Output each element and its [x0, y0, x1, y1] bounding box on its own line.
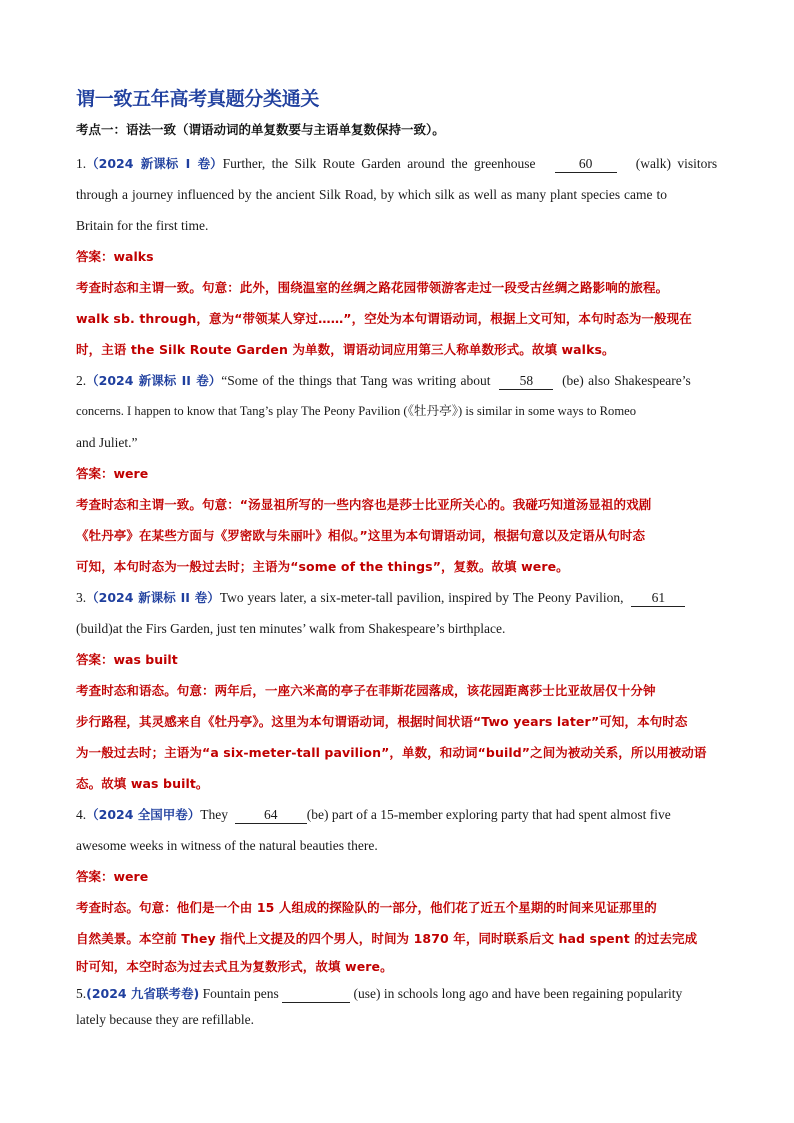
answer-label: 答案：were [76, 869, 149, 884]
question-text: They [200, 807, 229, 822]
question-text: “Some of the things that Tang was writing about [221, 373, 491, 388]
analysis-line: 考查时态和语态。句意：两年后，一座六米高的亭子在菲斯花园落成，该花园距离莎士比亚故居仅十分钟 [76, 683, 656, 698]
answer-blank: 61 [631, 590, 685, 607]
answer-blank: 64 [235, 807, 307, 824]
question-2-line-3: and Juliet.” [76, 435, 138, 450]
question-source: （2024 新课标 II 卷） [86, 590, 220, 605]
document-page [76, 86, 718, 1033]
section-heading: 考点一：语法一致（谓语动词的单复数要与主语单复数保持一致）。 [76, 122, 445, 137]
question-number: 5. [76, 986, 87, 1001]
analysis-line: 《牡丹亭》在某些方面与《罗密欧与朱丽叶》相似。”这里为本句谓语动词，根据句意以及定语从句时态 [76, 528, 646, 543]
answer-label: 答案：were [76, 466, 149, 481]
analysis-line: walk sb. through，意为“带领某人穿过……”，空处为本句谓语动词，根据上文可知，本句时态为一般现在 [76, 311, 692, 326]
question-1-line-3: Britain for the first time. [76, 218, 209, 233]
question-text: (use) in schools long ago and have been regaining popularity [353, 986, 683, 1001]
question-source: (2024 九省联考卷) [86, 986, 200, 1001]
question-5 [76, 980, 718, 1033]
answer-blank [282, 986, 350, 1003]
question-5-line-2: lately because they are refillable. [76, 1012, 255, 1027]
analysis-line: 可知，本句时态为一般过去时；主语为“some of the things”，复数。故填 were。 [76, 559, 569, 574]
question-text: (be) also Shakespeare’s [562, 373, 691, 388]
answer-blank: 58 [499, 373, 553, 390]
question-1-line-2: through a journey influenced by the ancient Silk Road, by which silk as well as many plant species came to [76, 187, 668, 202]
question-number: 3. [76, 590, 87, 605]
question-text: (walk) visitors [635, 156, 718, 171]
answer-blank: 60 [555, 156, 617, 173]
analysis-line: 为一般过去时；主语为“a six-meter-tall pavilion”，单数，和动词“build”之间为被动关系，所以用被动语 [76, 745, 707, 760]
question-4-line-1 [76, 799, 718, 830]
question-number: 1. [76, 156, 87, 171]
analysis-line: 态。故填 was built。 [76, 776, 209, 791]
question-text: Two years later, a six-meter-tall pavilion, inspired by The Peony Pavilion, [219, 590, 624, 605]
analysis-line: 自然美景。本空前 They 指代上文提及的四个男人，时间为 1870 年，同时联系后文 had spent 的过去完成 [76, 931, 698, 946]
answer-label: 答案：was built [76, 652, 178, 667]
question-source: （2024 全国甲卷） [86, 807, 201, 822]
question-text: (be) part of a 15-member exploring party that had spent almost five [306, 807, 671, 822]
question-5-line-1 [76, 980, 718, 1007]
question-3-line-2: (build)at the Firs Garden, just ten minutes’ walk from Shakespeare’s birthplace. [76, 621, 506, 636]
question-text: Fountain pens [202, 986, 279, 1001]
question-text: Further, the Silk Route Garden around the greenhouse [222, 156, 536, 171]
question-number: 4. [76, 807, 87, 822]
analysis-line: 考查时态。句意：他们是一个由 15 人组成的探险队的一部分，他们花了近五个星期的时间来见证那里的 [76, 900, 657, 915]
question-2 [76, 365, 718, 582]
analysis-line: 考查时态和主谓一致。句意：此外，围绕温室的丝绸之路花园带领游客走过一段受古丝绸之路影响的旅程。 [76, 280, 669, 295]
question-1-line-1 [76, 148, 718, 179]
analysis-line: 时，主语 the Silk Route Garden 为单数，谓语动词应用第三人称单数形式。故填 walks。 [76, 342, 615, 357]
question-2-line-2: concerns. I happen to know that Tang’s play The Peony Pavilion (《牡丹亭》) is similar in some ways to Romeo [76, 404, 637, 418]
analysis-line: 考查时态和主谓一致。句意：“汤显祖所写的一些内容也是莎士比亚所关心的。我碰巧知道汤显祖的戏剧 [76, 497, 652, 512]
question-1 [76, 148, 718, 365]
question-4 [76, 799, 718, 980]
page-title: 谓一致五年高考真题分类通关 [76, 88, 320, 110]
question-4-line-2: awesome weeks in witness of the natural beauties there. [76, 838, 378, 853]
question-3 [76, 582, 718, 799]
analysis-line: 时可知，本空时态为过去式且为复数形式，故填 were。 [76, 959, 393, 974]
answer-label: 答案：walks [76, 249, 154, 264]
analysis-line: 步行路程，其灵感来自《牡丹亭》。这里为本句谓语动词，根据时间状语“Two years later”可知，本句时态 [76, 714, 688, 729]
question-2-line-1 [76, 365, 718, 396]
question-number: 2. [76, 373, 87, 388]
question-source: （2024 新课标 II 卷） [86, 373, 222, 388]
question-3-line-1 [76, 582, 718, 613]
question-source: （2024 新课标 I 卷） [86, 156, 223, 171]
